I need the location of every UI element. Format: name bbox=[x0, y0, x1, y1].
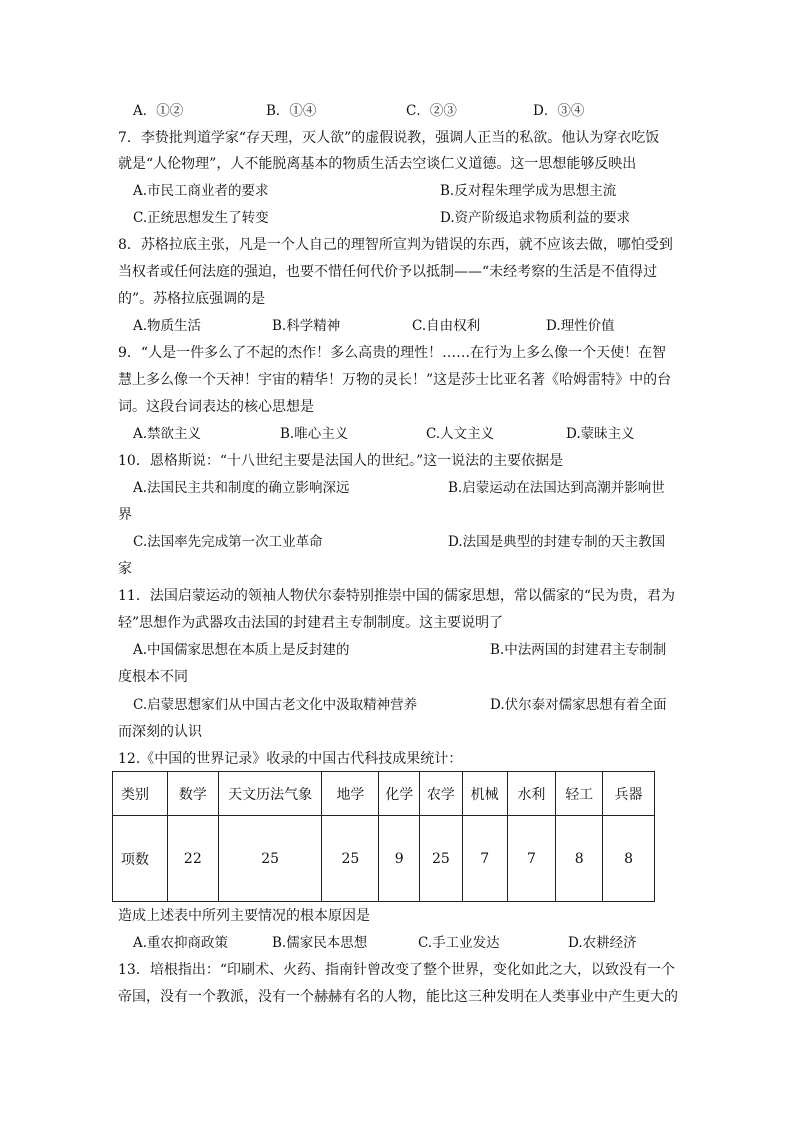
q11-stem-line-1: 11．法国启蒙运动的领袖人物伏尔泰特别推崇中国的儒家思想，常以儒家的“民为贵，君为 bbox=[118, 588, 675, 604]
q10-option-b: B.启蒙运动在法国达到高潮并影响世 bbox=[448, 480, 665, 496]
table-header-cell: 水利 bbox=[507, 772, 556, 816]
q10-stem-line-1: 10．恩格斯说：“十八世纪主要是法国人的世纪。”这一说法的主要依据是 bbox=[118, 453, 564, 469]
q7-option-d: D.资产阶级追求物质利益的要求 bbox=[440, 210, 631, 226]
q10-option-a: A.法国民主共和制度的确立影响深远 bbox=[133, 480, 350, 496]
table-cell: 7 bbox=[462, 816, 507, 902]
table-header-cell: 数学 bbox=[167, 772, 218, 816]
tech-stats-table bbox=[112, 771, 655, 902]
q8-option-b: B.科学精神 bbox=[272, 318, 341, 334]
q6-option-b: B．①④ bbox=[266, 103, 317, 119]
table-cell: 25 bbox=[322, 816, 379, 902]
q11-option-d: D.伏尔泰对儒家思想有着全面 bbox=[490, 697, 667, 713]
q10-option-d-wrap: 家 bbox=[118, 561, 132, 577]
q11-option-c: C.启蒙思想家们从中国古老文化中汲取精神营养 bbox=[133, 697, 418, 713]
q12-stem-line-1: 12.《中国的世界记录》收录的中国古代科技成果统计： bbox=[118, 751, 463, 767]
q12-option-c: C.手工业发达 bbox=[418, 935, 500, 951]
table-row bbox=[113, 816, 655, 902]
q6-option-c: C．②③ bbox=[406, 103, 457, 119]
table-cell: 8 bbox=[556, 816, 603, 902]
table-header-cell: 农学 bbox=[420, 772, 463, 816]
table-cell: 25 bbox=[218, 816, 322, 902]
q7-option-a: A.市民工商业者的要求 bbox=[133, 183, 269, 199]
q7-stem-line-2: 就是“人伦物理”，人不能脱离基本的物质生活去空谈仁义道德。这一思想能够反映出 bbox=[118, 156, 637, 172]
table-cell: 25 bbox=[420, 816, 463, 902]
q12-option-a: A.重农抑商政策 bbox=[133, 935, 229, 951]
q7-option-c: C.正统思想发生了转变 bbox=[133, 210, 269, 226]
q8-stem-line-3: 的”。苏格拉底强调的是 bbox=[118, 291, 266, 307]
q9-option-c: C.人文主义 bbox=[426, 426, 495, 442]
q9-option-d: D.蒙昧主义 bbox=[566, 426, 635, 442]
table-header-cell: 化学 bbox=[379, 772, 420, 816]
table-cell: 项数 bbox=[113, 816, 168, 902]
q9-stem-line-3: 词。这段台词表达的核心思想是 bbox=[118, 399, 314, 415]
table-cell: 7 bbox=[507, 816, 556, 902]
q9-option-b: B.唯心主义 bbox=[280, 426, 349, 442]
table-cell: 9 bbox=[379, 816, 420, 902]
q9-stem-line-1: 9．“人是一件多么了不起的杰作！多么高贵的理性！……在行为上多么像一个天使！在智 bbox=[118, 345, 667, 361]
q8-stem-line-1: 8．苏格拉底主张，凡是一个人自己的理智所宣判为错误的东西，就不应该去做，哪怕受到 bbox=[118, 237, 673, 253]
table-header-cell: 地学 bbox=[322, 772, 379, 816]
q6-option-d: D．③④ bbox=[533, 103, 585, 119]
q10-option-b-wrap: 界 bbox=[118, 507, 132, 523]
q8-option-d: D.理性价值 bbox=[546, 318, 615, 334]
q11-option-b-wrap: 度根本不同 bbox=[118, 669, 188, 685]
q13-stem-line-1: 13．培根指出：“印刷术、火药、指南针曾改变了整个世界，变化如此之大，以致没有一个 bbox=[118, 962, 675, 978]
q6-option-a: A．①② bbox=[133, 103, 184, 119]
q13-stem-line-2: 帝国，没有一个教派，没有一个赫赫有名的人物，能比这三种发明在人类事业中产生更大的 bbox=[118, 989, 678, 1005]
q11-option-a: A.中国儒家思想在本质上是反封建的 bbox=[133, 642, 350, 658]
q11-option-d-wrap: 而深刻的认识 bbox=[118, 724, 202, 740]
q11-option-b: B.中法两国的封建君主专制制 bbox=[490, 642, 667, 658]
q8-option-c: C.自由权利 bbox=[412, 318, 481, 334]
table-header-cell: 轻工 bbox=[556, 772, 603, 816]
q7-option-b: B.反对程朱理学成为思想主流 bbox=[440, 183, 617, 199]
q8-stem-line-2: 当权者或任何法庭的强迫，也要不惜任何代价予以抵制——“未经考察的生活是不值得过 bbox=[118, 264, 658, 280]
table-header-cell: 类别 bbox=[113, 772, 168, 816]
q12-option-b: B.儒家民本思想 bbox=[272, 935, 368, 951]
table-header-row bbox=[113, 772, 655, 816]
q9-option-a: A.禁欲主义 bbox=[133, 426, 202, 442]
table-header-cell: 兵器 bbox=[603, 772, 655, 816]
q8-option-a: A.物质生活 bbox=[133, 318, 202, 334]
q9-stem-line-2: 慧上多么像一个天神！宇宙的精华！万物的灵长！”这是莎士比亚名著《哈姆雷特》中的台 bbox=[118, 372, 672, 388]
q11-stem-line-2: 轻”思想作为武器攻击法国的封建君主专制制度。这主要说明了 bbox=[118, 615, 504, 631]
q12-after-text: 造成上述表中所列主要情况的根本原因是 bbox=[118, 908, 370, 924]
table-cell: 22 bbox=[167, 816, 218, 902]
table-header-cell: 机械 bbox=[462, 772, 507, 816]
q7-stem-line-1: 7．李贽批判道学家“存天理，灭人欲”的虚假说教，强调人正当的私欲。他认为穿衣吃饭 bbox=[118, 130, 660, 146]
q10-option-d: D.法国是典型的封建专制的天主教国 bbox=[448, 534, 666, 550]
table-cell: 8 bbox=[603, 816, 655, 902]
table-header-cell: 天文历法气象 bbox=[218, 772, 322, 816]
q12-option-d: D.农耕经济 bbox=[568, 935, 637, 951]
q10-option-c: C.法国率先完成第一次工业革命 bbox=[133, 534, 323, 550]
